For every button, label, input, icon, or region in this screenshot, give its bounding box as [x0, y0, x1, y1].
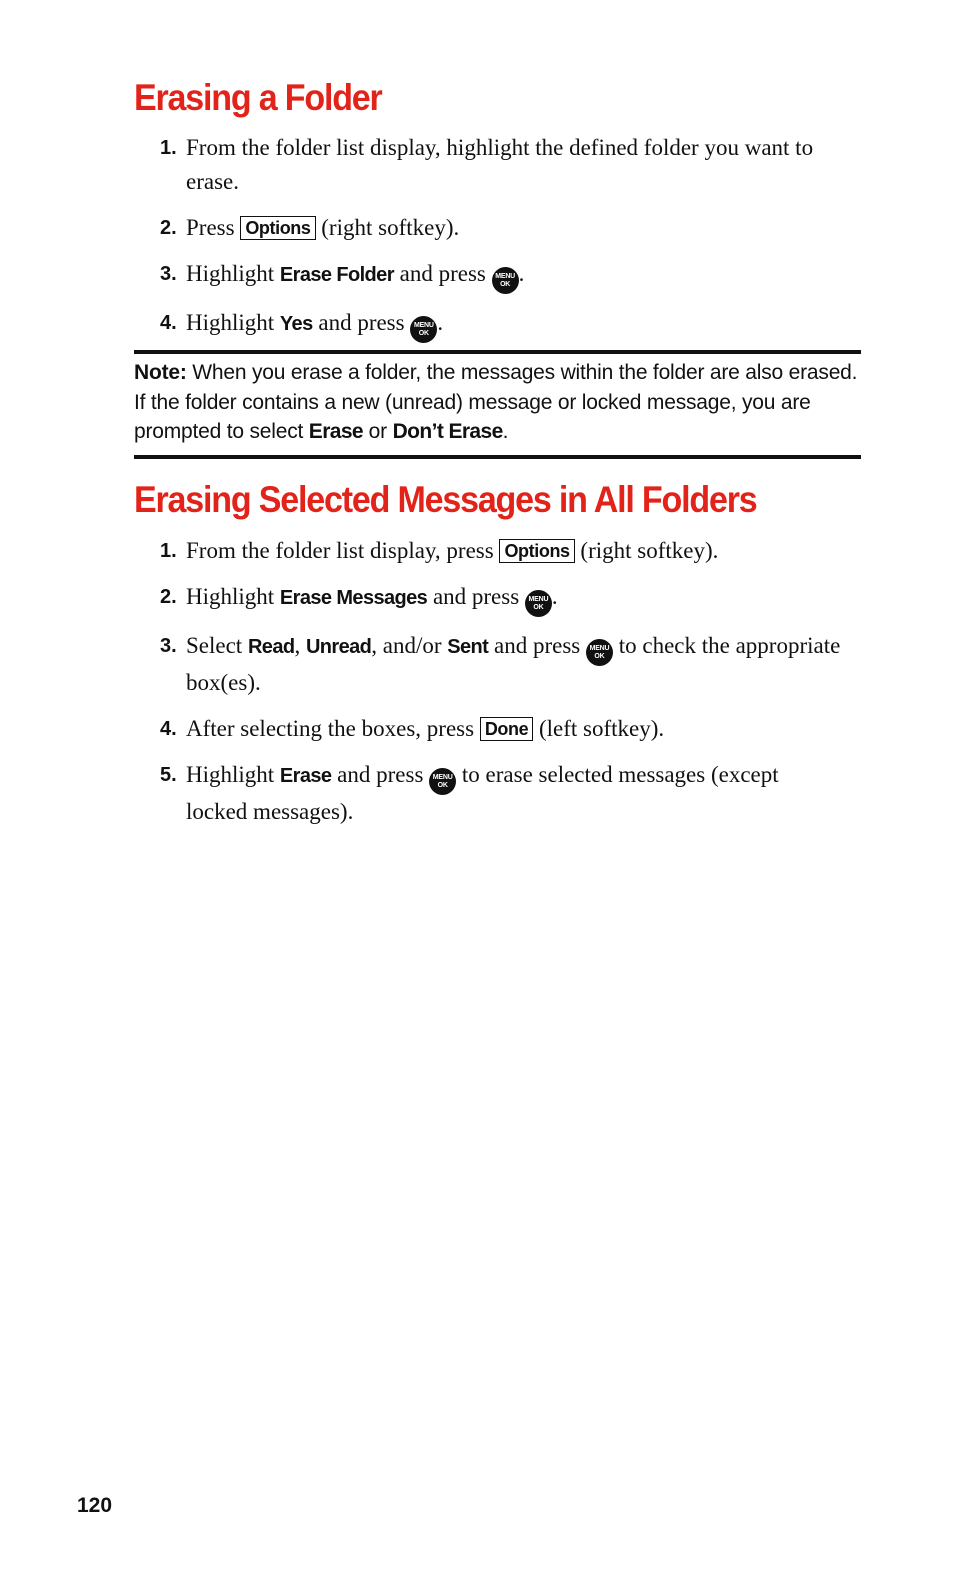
steps-list-erasing-folder — [134, 131, 861, 355]
step-text: Highlight Erase and press MENU OK to erase selected messages (except locked messages). — [186, 762, 779, 824]
menu-ok-icon: MENU OK — [586, 639, 613, 666]
menu-ok-icon: MENU OK — [525, 590, 552, 617]
step-number: 1. — [160, 137, 177, 159]
step-number: 4. — [160, 718, 177, 740]
step-number: 2. — [160, 586, 177, 608]
options-softkey-label: Options — [240, 216, 315, 240]
list-item — [134, 580, 861, 617]
options-softkey-label: Options — [499, 539, 574, 563]
step-number: 3. — [160, 635, 177, 657]
done-softkey-label: Done — [480, 717, 533, 741]
step-text: Highlight Erase Folder and press MENU OK . — [186, 257, 861, 294]
step-text: Highlight Yes and press MENU OK . — [186, 306, 861, 343]
step-text: From the folder list display, highlight the defined folder you want to erase. — [186, 135, 814, 194]
note-text: When you erase a folder, the messages within the folder are also erased. If the folder contains a new (unread) message or locked message, you are prompted to select — [134, 361, 858, 443]
step-number: 1. — [160, 540, 177, 562]
step-number: 2. — [160, 217, 177, 239]
list-item — [134, 758, 861, 829]
list-item — [134, 629, 861, 700]
step-text: Select Read, Unread, and/or Sent and press MENU OK to check the appropriate box(es). — [186, 633, 841, 695]
section-heading-erasing-selected-messages: Erasing Selected Messages in All Folders — [134, 479, 757, 520]
note-label: Note: — [134, 361, 187, 384]
menu-ok-icon: MENU OK — [492, 267, 519, 294]
step-text: Press Options (right softkey). — [186, 215, 460, 240]
list-item — [134, 534, 861, 568]
note-box: Note: When you erase a folder, the messages within the folder are also erased. If the folder contains a new (unread) message or locked message, you are prompted to select Erase or Don’t Erase. — [134, 350, 861, 459]
list-item — [134, 306, 861, 343]
step-number: 3. — [160, 263, 177, 285]
menu-ok-icon: MENU OK — [410, 316, 437, 343]
list-item — [134, 712, 861, 746]
menu-ok-icon: MENU OK — [429, 768, 456, 795]
step-text: From the folder list display, press Options (right softkey). — [186, 538, 719, 563]
list-item — [134, 211, 861, 245]
step-text: After selecting the boxes, press Done (left softkey). — [186, 716, 665, 741]
steps-list-erasing-messages — [134, 534, 861, 841]
step-text: Highlight Erase Messages and press MENU OK . — [186, 580, 861, 617]
step-number: 5. — [160, 764, 177, 786]
list-item — [134, 257, 861, 294]
page-number: 120 — [77, 1494, 113, 1517]
step-number: 4. — [160, 312, 177, 334]
section-heading-erasing-folder: Erasing a Folder — [134, 77, 382, 118]
list-item — [134, 131, 861, 199]
